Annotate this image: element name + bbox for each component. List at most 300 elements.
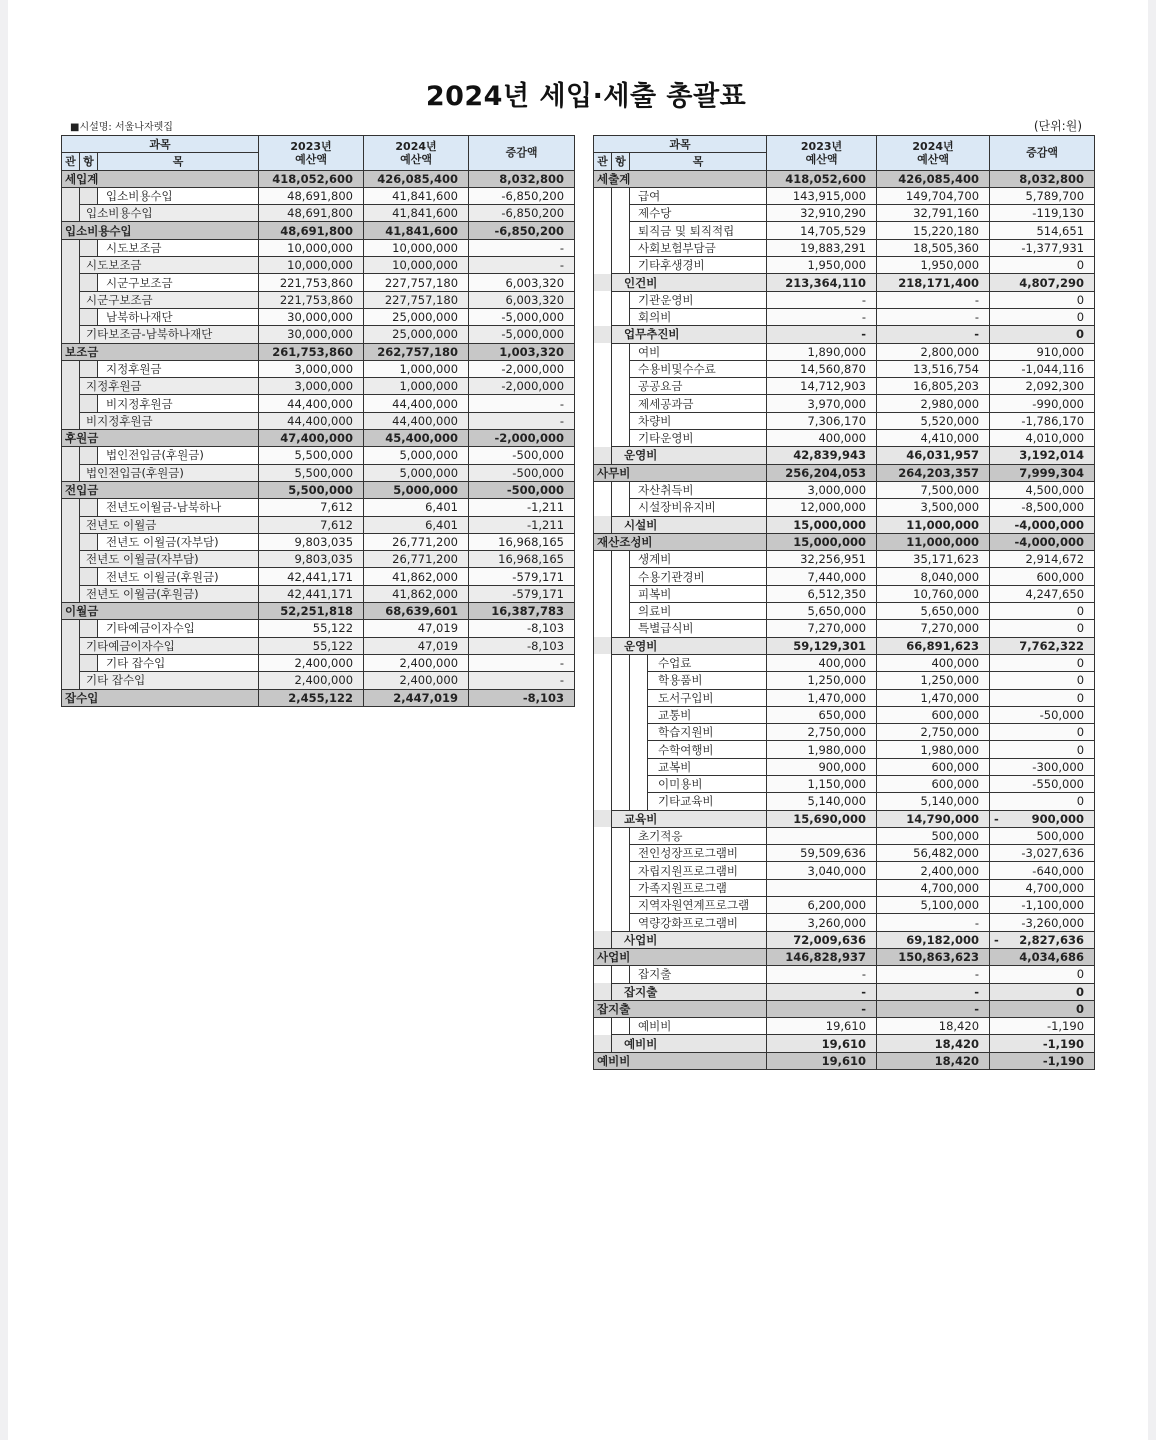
hang-spacer [612, 862, 630, 879]
v2024-cell: 1,950,000 [877, 257, 990, 274]
diff-cell: 0 [990, 983, 1095, 1000]
revenue-table [61, 135, 575, 707]
expenditure-row [594, 706, 1095, 723]
gwan-spacer [594, 689, 612, 706]
gwan-spacer [594, 793, 612, 810]
v2024-cell: 227,757,180 [364, 291, 469, 308]
hang-spacer [612, 793, 630, 810]
gwan-spacer [594, 222, 612, 239]
v2023-cell: 7,612 [259, 499, 364, 516]
v2023-cell: 2,750,000 [767, 724, 877, 741]
expenditure-row [594, 637, 1095, 654]
v2024-cell: 149,704,700 [877, 187, 990, 204]
diff-cell: -1,190 [990, 1052, 1095, 1069]
hang-label: 전년도 이월금 [80, 516, 259, 533]
revenue-row [62, 637, 575, 654]
diff-cell: 2,914,672 [990, 551, 1095, 568]
v2024-cell: 16,805,203 [877, 378, 990, 395]
v2023-cell: 2,400,000 [259, 672, 364, 689]
gwan-spacer [594, 343, 612, 360]
expenditure-row [594, 1052, 1095, 1069]
gwan-spacer [594, 1018, 612, 1035]
mok-label: 퇴직금 및 퇴직적립 [630, 222, 767, 239]
revenue-row [62, 205, 575, 222]
mok-label: 공공요금 [630, 378, 767, 395]
hang-spacer [612, 499, 630, 516]
gwan-spacer [594, 966, 612, 983]
v2023-cell: 1,250,000 [767, 672, 877, 689]
v2024-cell: 7,500,000 [877, 481, 990, 498]
diff-sign: - [994, 811, 999, 826]
hang-label: 입소비용수입 [80, 205, 259, 222]
gwan-spacer [594, 914, 612, 931]
gwan-spacer [594, 447, 612, 464]
diff-cell: -500,000 [469, 464, 575, 481]
v2023-cell: 2,400,000 [259, 654, 364, 671]
gwan-spacer [62, 447, 80, 464]
revenue-row [62, 603, 575, 620]
revenue-row [62, 291, 575, 308]
hang-label: 시도보조금 [80, 257, 259, 274]
diff-cell: - [469, 257, 575, 274]
v2024-cell: 1,000,000 [364, 360, 469, 377]
gwan-label: 재산조성비 [594, 533, 767, 550]
v2023-cell: 3,260,000 [767, 914, 877, 931]
gwan-spacer [62, 395, 80, 412]
mok-label: 지정후원금 [98, 360, 259, 377]
mok-label: 의료비 [630, 603, 767, 620]
expenditure-row [594, 481, 1095, 498]
hang-spacer [612, 222, 630, 239]
expenditure-row [594, 672, 1095, 689]
hang-spacer [612, 827, 630, 844]
gwan-spacer [594, 706, 612, 723]
expenditure-row [594, 412, 1095, 429]
v2023-cell: 5,650,000 [767, 603, 877, 620]
v2024-cell: - [877, 308, 990, 325]
diff-header: 증감액 [469, 136, 575, 171]
expenditure-row [594, 430, 1095, 447]
mok-header: 목 [630, 153, 767, 170]
v2024-cell: 264,203,357 [877, 464, 990, 481]
mok-label: 피복비 [630, 585, 767, 602]
diff-cell: -5,000,000 [469, 308, 575, 325]
gwan-spacer [594, 758, 612, 775]
v2024-cell: - [877, 1000, 990, 1017]
hang-spacer [80, 308, 98, 325]
revenue-row [62, 585, 575, 602]
v2023-cell: 1,890,000 [767, 343, 877, 360]
v2023-cell: 5,500,000 [259, 447, 364, 464]
mok-label: 수용비및수수료 [630, 360, 767, 377]
expenditure-row [594, 897, 1095, 914]
diff-cell: -1,100,000 [990, 897, 1095, 914]
diff-cell: -8,103 [469, 689, 575, 706]
mok-label: 시도보조금 [98, 239, 259, 256]
v2023-cell: 47,400,000 [259, 430, 364, 447]
diff-cell: 1,003,320 [469, 343, 575, 360]
hang-spacer [612, 775, 630, 792]
v2024-cell: 7,270,000 [877, 620, 990, 637]
v2024-cell: 41,841,600 [364, 222, 469, 239]
expenditure-row [594, 775, 1095, 792]
v2024-cell: 18,420 [877, 1052, 990, 1069]
v2024-cell: 10,760,000 [877, 585, 990, 602]
gwan-spacer [62, 274, 80, 291]
hang-spacer [612, 360, 630, 377]
v2024-cell: 46,031,957 [877, 447, 990, 464]
hang-spacer [612, 724, 630, 741]
v2023-cell: 15,000,000 [767, 533, 877, 550]
gwan-spacer [62, 533, 80, 550]
hang-spacer [80, 187, 98, 204]
v2023-cell: 14,712,903 [767, 378, 877, 395]
v2023-cell: 7,612 [259, 516, 364, 533]
mok-spacer [630, 672, 648, 689]
diff-cell: -640,000 [990, 862, 1095, 879]
mok-label: 기타후생경비 [630, 257, 767, 274]
v2023-cell: 400,000 [767, 654, 877, 671]
v2023-cell: 5,140,000 [767, 793, 877, 810]
expenditure-row [594, 1035, 1095, 1052]
gwan-spacer [594, 274, 612, 291]
v2024-cell: 18,420 [877, 1035, 990, 1052]
revenue-row [62, 239, 575, 256]
revenue-row [62, 360, 575, 377]
v2024-cell: 35,171,623 [877, 551, 990, 568]
v2024-cell: 41,862,000 [364, 568, 469, 585]
hang-spacer [612, 689, 630, 706]
hang-spacer [612, 481, 630, 498]
gwan-spacer [62, 672, 80, 689]
hang-spacer [612, 758, 630, 775]
diff-cell: -2,000,000 [469, 378, 575, 395]
diff-cell: -1,211 [469, 499, 575, 516]
gwan-spacer [594, 551, 612, 568]
diff-cell: 600,000 [990, 568, 1095, 585]
revenue-row [62, 568, 575, 585]
expenditure-table [593, 135, 1095, 1070]
diff-cell: 8,032,800 [990, 170, 1095, 187]
diff-cell: 0 [990, 308, 1095, 325]
mok-label: 법인전입금(후원금) [98, 447, 259, 464]
mok-label: 기타교육비 [648, 793, 767, 810]
diff-cell: - [469, 395, 575, 412]
diff-cell [990, 810, 1095, 827]
hang-label: 잡지출 [612, 983, 767, 1000]
y2024-header: 2024년 예산액 [364, 136, 469, 171]
gwan-spacer [62, 360, 80, 377]
v2023-cell: 256,204,053 [767, 464, 877, 481]
expenditure-row [594, 291, 1095, 308]
hang-label: 기타예금이자수입 [80, 637, 259, 654]
diff-cell: 0 [990, 654, 1095, 671]
gwan-spacer [62, 516, 80, 533]
expenditure-row [594, 620, 1095, 637]
diff-sign: - [994, 932, 999, 947]
v2023-cell: 1,470,000 [767, 689, 877, 706]
v2023-cell: - [767, 966, 877, 983]
diff-cell: 3,192,014 [990, 447, 1095, 464]
v2024-cell: 6,401 [364, 516, 469, 533]
mok-label: 비지정후원금 [98, 395, 259, 412]
v2024-cell: 426,085,400 [364, 170, 469, 187]
diff-cell: -8,103 [469, 637, 575, 654]
v2024-cell: 44,400,000 [364, 412, 469, 429]
y2024-header: 2024년 예산액 [877, 136, 990, 171]
diff-cell: -1,377,931 [990, 239, 1095, 256]
revenue-row [62, 620, 575, 637]
diff-cell: 0 [990, 257, 1095, 274]
diff-cell: -1,190 [990, 1018, 1095, 1035]
expenditure-row [594, 205, 1095, 222]
expenditure-row [594, 343, 1095, 360]
v2024-cell: 68,639,601 [364, 603, 469, 620]
diff-cell: 16,968,165 [469, 551, 575, 568]
gwan-spacer [594, 326, 612, 343]
mok-label: 회의비 [630, 308, 767, 325]
gwan-spacer [594, 741, 612, 758]
v2023-cell: 221,753,860 [259, 274, 364, 291]
diff-cell: - [469, 412, 575, 429]
v2023-cell: 44,400,000 [259, 412, 364, 429]
v2023-cell: 5,500,000 [259, 464, 364, 481]
v2024-cell: 26,771,200 [364, 551, 469, 568]
v2024-cell: 25,000,000 [364, 326, 469, 343]
hang-spacer [612, 551, 630, 568]
v2024-cell: 500,000 [877, 827, 990, 844]
hang-spacer [612, 187, 630, 204]
hang-spacer [612, 412, 630, 429]
v2024-cell: 150,863,623 [877, 948, 990, 965]
mok-label: 생계비 [630, 551, 767, 568]
mok-label: 시설장비유지비 [630, 499, 767, 516]
gwan-spacer [594, 499, 612, 516]
diff-cell: 4,247,650 [990, 585, 1095, 602]
diff-cell: -500,000 [469, 481, 575, 498]
expenditure-row [594, 308, 1095, 325]
mok-label: 기타운영비 [630, 430, 767, 447]
mok-label: 남북하나재단 [98, 308, 259, 325]
mok-header: 목 [98, 153, 259, 170]
gwan-spacer [62, 499, 80, 516]
v2023-cell: 52,251,818 [259, 603, 364, 620]
diff-cell: -1,190 [990, 1035, 1095, 1052]
expenditure-row [594, 533, 1095, 550]
revenue-row [62, 672, 575, 689]
v2023-cell: 418,052,600 [259, 170, 364, 187]
hang-spacer [80, 447, 98, 464]
gwan-spacer [594, 931, 612, 948]
v2024-cell: 5,100,000 [877, 897, 990, 914]
v2024-cell: 1,470,000 [877, 689, 990, 706]
hang-spacer [612, 897, 630, 914]
hang-label: 운영비 [612, 637, 767, 654]
v2023-cell: 10,000,000 [259, 257, 364, 274]
v2023-cell: 3,000,000 [767, 481, 877, 498]
v2023-cell: 59,129,301 [767, 637, 877, 654]
mok-label: 자산취득비 [630, 481, 767, 498]
gwan-spacer [62, 205, 80, 222]
gwan-header: 관 [594, 153, 612, 170]
v2024-cell: 47,019 [364, 620, 469, 637]
diff-cell: -3,260,000 [990, 914, 1095, 931]
expenditure-row [594, 187, 1095, 204]
hang-spacer [612, 239, 630, 256]
v2023-cell: 48,691,800 [259, 187, 364, 204]
mok-label: 기타 잡수입 [98, 654, 259, 671]
v2024-cell: 1,000,000 [364, 378, 469, 395]
v2024-cell: 2,400,000 [364, 672, 469, 689]
diff-cell: 0 [990, 793, 1095, 810]
mok-label: 학습지원비 [648, 724, 767, 741]
diff-cell: - [469, 654, 575, 671]
hang-spacer [612, 672, 630, 689]
expenditure-row [594, 551, 1095, 568]
hang-spacer [612, 914, 630, 931]
v2024-cell: 5,140,000 [877, 793, 990, 810]
diff-cell: 0 [990, 672, 1095, 689]
diff-cell: -6,850,200 [469, 205, 575, 222]
hang-spacer [612, 395, 630, 412]
v2024-cell: 8,040,000 [877, 568, 990, 585]
gwan-spacer [62, 551, 80, 568]
expenditure-row [594, 827, 1095, 844]
mok-label: 자립지원프로그램비 [630, 862, 767, 879]
v2023-cell: 143,915,000 [767, 187, 877, 204]
v2023-cell: 30,000,000 [259, 326, 364, 343]
expenditure-row [594, 1018, 1095, 1035]
gwan-label: 잡지출 [594, 1000, 767, 1017]
gwan-spacer [62, 257, 80, 274]
v2023-cell: - [767, 1000, 877, 1017]
mok-label: 특별급식비 [630, 620, 767, 637]
v2024-cell: 400,000 [877, 654, 990, 671]
v2023-cell: 48,691,800 [259, 222, 364, 239]
diff-cell: 4,700,000 [990, 879, 1095, 896]
v2023-cell: - [767, 291, 877, 308]
gwan-spacer [594, 239, 612, 256]
gwan-spacer [594, 862, 612, 879]
v2024-cell: 262,757,180 [364, 343, 469, 360]
v2024-cell: 6,401 [364, 499, 469, 516]
v2023-cell: 900,000 [767, 758, 877, 775]
diff-cell: -5,000,000 [469, 326, 575, 343]
gwan-spacer [594, 378, 612, 395]
v2023-cell: - [767, 326, 877, 343]
expenditure-row [594, 862, 1095, 879]
v2024-cell: 600,000 [877, 758, 990, 775]
hang-label: 인건비 [612, 274, 767, 291]
v2024-cell: 1,250,000 [877, 672, 990, 689]
gwan-spacer [62, 637, 80, 654]
revenue-row [62, 222, 575, 239]
expenditure-row [594, 948, 1095, 965]
mok-label: 도서구입비 [648, 689, 767, 706]
v2024-cell: 10,000,000 [364, 257, 469, 274]
mok-label: 제수당 [630, 205, 767, 222]
diff-cell: - [469, 239, 575, 256]
v2023-cell [767, 827, 877, 844]
revenue-row [62, 464, 575, 481]
gwan-spacer [594, 308, 612, 325]
v2024-cell: 218,171,400 [877, 274, 990, 291]
v2024-cell: 13,516,754 [877, 360, 990, 377]
hang-spacer [612, 378, 630, 395]
gwan-spacer [594, 724, 612, 741]
revenue-row [62, 257, 575, 274]
diff-cell: 910,000 [990, 343, 1095, 360]
v2024-cell: 47,019 [364, 637, 469, 654]
gwan-spacer [594, 637, 612, 654]
hang-spacer [612, 205, 630, 222]
gwan-spacer [594, 360, 612, 377]
hang-label: 비지정후원금 [80, 412, 259, 429]
gwan-spacer [62, 239, 80, 256]
subject-header: 과목 [62, 136, 259, 153]
gwan-spacer [594, 897, 612, 914]
mok-label: 여비 [630, 343, 767, 360]
revenue-row [62, 533, 575, 550]
y2023-header: 2023년 예산액 [767, 136, 877, 171]
v2023-cell: 14,705,529 [767, 222, 877, 239]
v2023-cell [767, 879, 877, 896]
diff-cell: -4,000,000 [990, 533, 1095, 550]
v2024-cell: 3,500,000 [877, 499, 990, 516]
diff-cell: 4,500,000 [990, 481, 1095, 498]
expenditure-row [594, 758, 1095, 775]
gwan-spacer [594, 585, 612, 602]
expenditure-row [594, 516, 1095, 533]
hang-spacer [80, 620, 98, 637]
gwan-spacer [62, 620, 80, 637]
diff-cell: 0 [990, 326, 1095, 343]
mok-label: 예비비 [630, 1018, 767, 1035]
mok-spacer [630, 706, 648, 723]
revenue-row [62, 430, 575, 447]
gwan-spacer [594, 257, 612, 274]
v2024-cell: 26,771,200 [364, 533, 469, 550]
diff-cell: 4,807,290 [990, 274, 1095, 291]
v2023-cell: 261,753,860 [259, 343, 364, 360]
diff-cell: 4,034,686 [990, 948, 1095, 965]
v2023-cell: 221,753,860 [259, 291, 364, 308]
hang-header: 항 [80, 153, 98, 170]
diff-cell: -500,000 [469, 447, 575, 464]
v2023-cell: 146,828,937 [767, 948, 877, 965]
hang-spacer [612, 741, 630, 758]
gwan-spacer [62, 654, 80, 671]
hang-spacer [612, 1018, 630, 1035]
diff-cell: -1,211 [469, 516, 575, 533]
hang-spacer [612, 308, 630, 325]
diff-cell: -579,171 [469, 585, 575, 602]
v2024-cell: 44,400,000 [364, 395, 469, 412]
diff-cell: 0 [990, 620, 1095, 637]
mok-label: 지역자원연계프로그램 [630, 897, 767, 914]
expenditure-row [594, 360, 1095, 377]
revenue-row [62, 395, 575, 412]
v2023-cell: - [767, 308, 877, 325]
hang-spacer [612, 585, 630, 602]
mok-label: 수업료 [648, 654, 767, 671]
v2024-cell: 45,400,000 [364, 430, 469, 447]
expenditure-row [594, 845, 1095, 862]
gwan-spacer [62, 585, 80, 602]
mok-label: 잡지출 [630, 966, 767, 983]
expenditure-row [594, 464, 1095, 481]
diff-cell: 6,003,320 [469, 291, 575, 308]
